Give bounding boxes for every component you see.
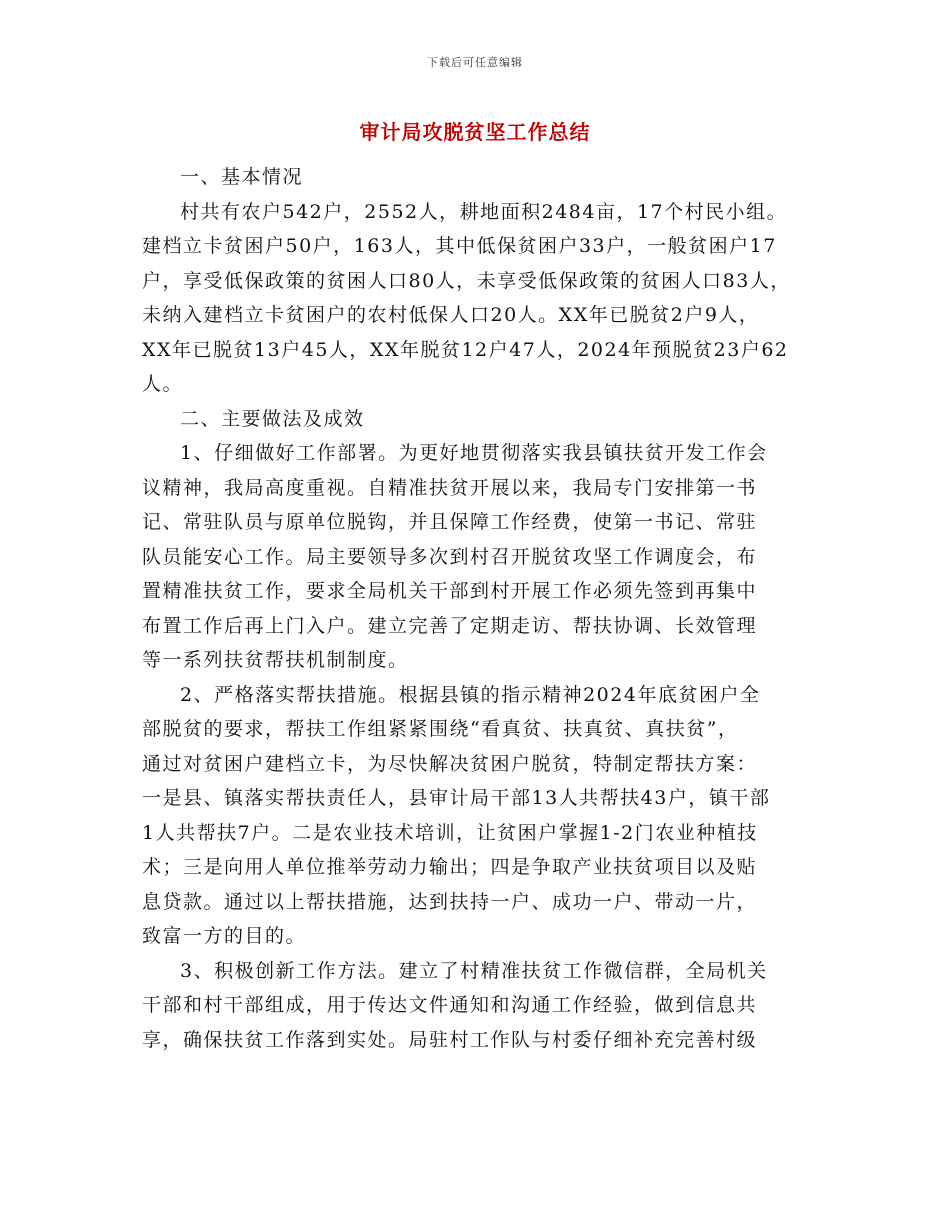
document-body [142, 160, 822, 1057]
text-line: 户，享受低保政策的贫困人口80人，未享受低保政策的贫困人口83人， [142, 269, 791, 292]
text-line: 息贷款。通过以上帮扶措施，达到扶持一户、成功一户、带动一片， [142, 890, 758, 913]
text-line: 2、严格落实帮扶措施。根据县镇的指示精神2024年底贫困户全 [180, 683, 761, 706]
text-line: 未纳入建档立卡贫困户的农村低保人口20人。XX年已脱贫2户9人， [142, 304, 760, 326]
text-line: 部脱贫的要求，帮扶工作组紧紧围绕“看真贫、扶真贫、真扶贫”， [142, 718, 739, 740]
text-line: 议精神，我局高度重视。自精准扶贫开展以来，我局专门安排第一书 [142, 476, 758, 499]
text-line: XX年已脱贫13户45人，XX年脱贫12户47人，2024年预脱贫23户62 [142, 338, 789, 361]
text-line: 享，确保扶贫工作落到实处。局驻村工作队与村委仔细补充完善村级 [142, 1028, 758, 1051]
document-title: 审计局攻脱贫坚工作总结 [359, 120, 591, 144]
text-line: 通过对贫困户建档立卡，为尽快解决贫困户脱贫，特制定帮扶方案： [142, 752, 758, 775]
text-line: 一是县、镇落实帮扶责任人，县审计局干部13人共帮扶43户，镇干部 [142, 787, 771, 809]
text-line: 干部和村干部组成，用于传达文件通知和沟通工作经验，做到信息共 [142, 994, 758, 1016]
text-line: 村共有农户542户，2552人，耕地面积2484亩，17个村民小组。 [180, 200, 788, 223]
text-line: 3、积极创新工作方法。建立了村精准扶贫工作微信群，全局机关 [180, 959, 768, 982]
text-line: 队员能安心工作。局主要领导多次到村召开脱贫攻坚工作调度会，布 [142, 545, 758, 568]
text-line: 术；三是向用人单位推举劳动力输出；四是争取产业扶贫项目以及贴 [142, 856, 758, 878]
text-line: 置精准扶贫工作，要求全局机关干部到村开展工作必须先签到再集中 [142, 580, 758, 602]
text-line: 布置工作后再上门入户。建立完善了定期走访、帮扶协调、长效管理 [142, 614, 758, 637]
text-line: 记、常驻队员与原单位脱钩，并且保障工作经费，使第一书记、常驻 [142, 511, 758, 533]
section-heading-main-measures: 二、主要做法及成效 [180, 407, 365, 430]
paragraph-work-deployment [142, 436, 822, 678]
text-line: 致富一方的目的。 [142, 925, 307, 947]
text-line: 等一系列扶贫帮扶机制制度。 [142, 649, 409, 671]
header-note: 下载后可任意编辑 [427, 56, 523, 69]
text-line: 1、仔细做好工作部署。为更好地贯彻落实我县镇扶贫开发工作会 [180, 442, 768, 464]
text-line: 人。 [142, 373, 184, 395]
paragraph-basic-situation [142, 195, 822, 402]
text-line: 建档立卡贫困户50户，163人，其中低保贫困户33户，一般贫困户17 [142, 235, 777, 257]
text-line: 1人共帮扶7户。二是农业技术培训，让贫困户掌握1-2门农业种植技 [142, 821, 758, 844]
section-heading-basic-situation: 一、基本情况 [180, 166, 304, 188]
paragraph-assistance-measures [142, 678, 822, 954]
paragraph-work-methods [142, 954, 822, 1058]
